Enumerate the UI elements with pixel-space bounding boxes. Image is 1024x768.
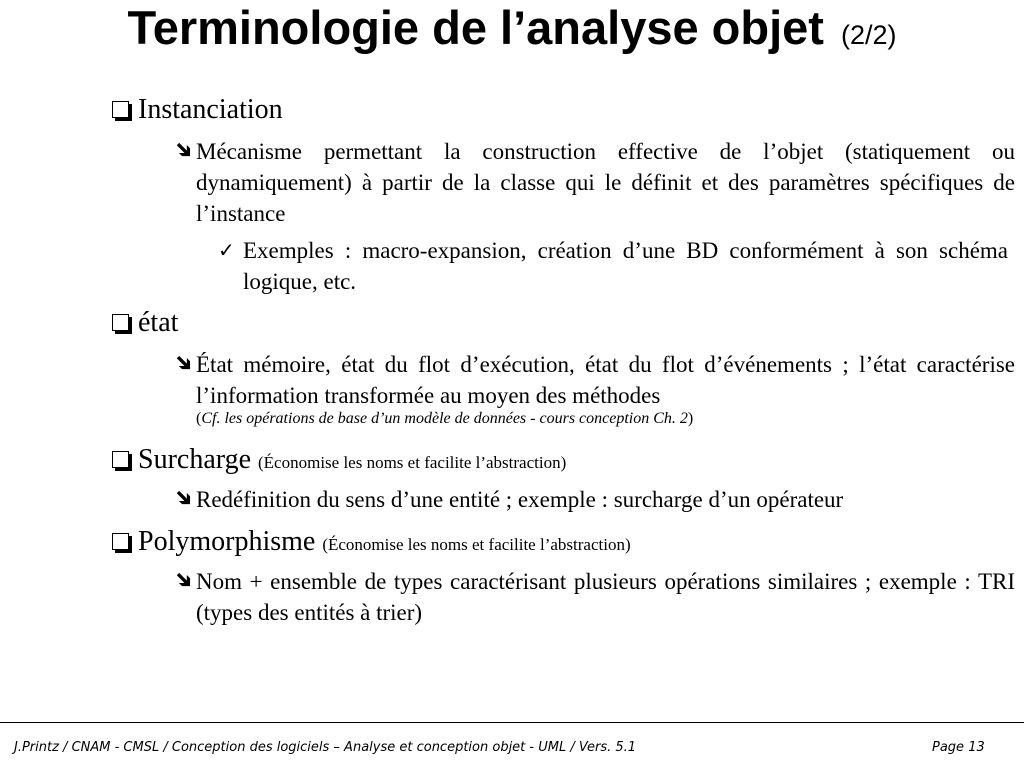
point-instanciation-definition: [168, 134, 1015, 229]
footer-divider: [0, 722, 1024, 723]
arrow-bullet-icon: ➔: [168, 482, 200, 514]
section-note: (Économise les noms et facilite l’abstraction): [258, 453, 567, 472]
section-heading-text: Polymorphisme: [138, 526, 316, 557]
slide-title-main: Terminologie de l’analyse objet: [127, 1, 824, 54]
section-heading-surcharge: [112, 444, 566, 479]
reference-note: (Cf. les opérations de base d’un modèle de données - cours conception Ch. 2): [196, 410, 694, 427]
section-heading-text: Surcharge: [138, 444, 251, 475]
arrow-bullet-icon: ➔: [168, 134, 200, 166]
subpoint-instanciation-examples: [218, 235, 1008, 297]
square-bullet-icon: [112, 101, 129, 118]
section-heading-etat: [112, 307, 178, 339]
square-bullet-icon: [112, 314, 129, 331]
footer-text: J.Printz / CNAM - CMSL / Conception des logiciels – Analyse et conception objet - UML / Vers. 5.1: [14, 740, 637, 755]
section-heading-text: Instanciation: [138, 94, 283, 125]
point-etat-definition: [168, 347, 1015, 429]
point-text: Redéfinition du sens d’une entité ; exemple : surcharge d’un opérateur: [196, 487, 844, 512]
section-note: (Économise les noms et facilite l’abstraction): [322, 535, 631, 554]
point-polymorphisme-definition: [168, 564, 1015, 628]
reference-note-text: Cf. les opérations de base d’un modèle de données - cours conception Ch. 2: [201, 410, 688, 427]
slide-title-part: (2/2): [841, 20, 897, 50]
arrow-bullet-icon: ➔: [168, 347, 200, 379]
arrow-bullet-icon: ➔: [168, 564, 200, 596]
point-text: Mécanisme permettant la construction effective de l’objet (statiquement ou dynamiquement) à partir de la classe qui le définit et des paramètres spécifiques de l’instance: [196, 139, 1015, 226]
point-text: État mémoire, état du flot d’exécution, état du flot d’événements ; l’état caractérise l’information transformée au moyen des méthodes: [196, 352, 1015, 408]
section-heading-text: état: [138, 307, 179, 338]
section-heading-instanciation: [112, 94, 283, 126]
subpoint-text: Exemples : macro-expansion, création d’une BD conformément à son schéma logique, etc.: [243, 238, 1008, 294]
checkmark-bullet-icon: ✓: [218, 238, 235, 262]
point-surcharge-definition: [168, 482, 1015, 515]
square-bullet-icon: [112, 451, 129, 468]
point-text: Nom + ensemble de types caractérisant plusieurs opérations similaires ; exemple : TRI (types des entités à trier): [196, 569, 1015, 625]
page-number: Page 13: [932, 740, 985, 755]
square-bullet-icon: [112, 533, 129, 550]
slide-footer: [14, 738, 1014, 758]
section-heading-polymorphisme: [112, 526, 631, 561]
